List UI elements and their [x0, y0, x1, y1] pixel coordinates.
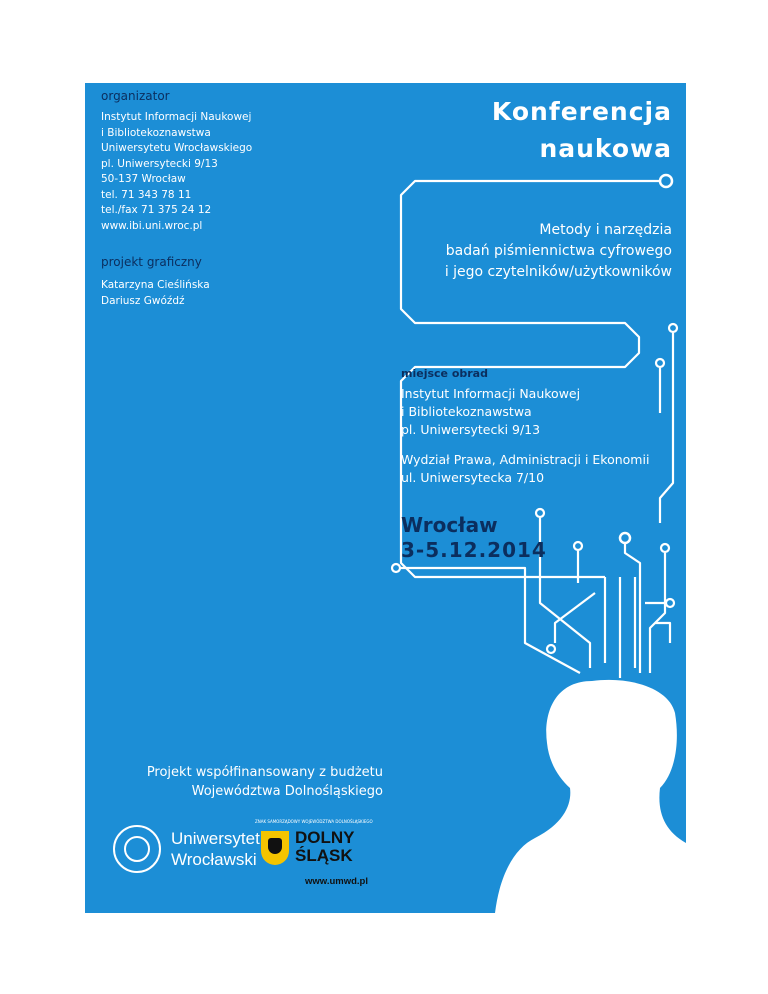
- venue-spacer: [401, 439, 649, 451]
- organizer-line: 50-137 Wrocław: [101, 173, 186, 185]
- organizer-heading: organizator: [101, 89, 170, 103]
- event-dates: 3-5.12.2014: [401, 538, 547, 562]
- organizer-line: tel. 71 343 78 11: [101, 188, 192, 201]
- organizer-line: pl. Uniwersytecki 9/13: [101, 157, 218, 170]
- venue-heading: miejsce obrad: [401, 367, 488, 380]
- conference-poster: [85, 83, 686, 913]
- funding-line: Województwa Dolnośląskiego: [191, 784, 383, 799]
- subtitle-line: Metody i narzędzia: [539, 222, 672, 238]
- venue-line: ul. Uniwersytecka 7/10: [401, 470, 545, 485]
- title-line-2: naukowa: [539, 134, 672, 163]
- design-heading: projekt graficzny: [101, 255, 202, 269]
- region-name: [295, 829, 355, 865]
- funding-note: [135, 763, 383, 801]
- subtitle-line: badań piśmiennictwa cyfrowego: [445, 243, 672, 259]
- region-caption: ZNAK SAMORZĄDOWY WOJEWÓDZTWA DOLNOŚLĄSKIEGO: [255, 819, 373, 824]
- university-name-line: Wrocławski: [171, 850, 257, 869]
- funding-line: Projekt współfinansowany z budżetu: [146, 765, 383, 780]
- organizer-details: [101, 110, 252, 234]
- designer-name: Katarzyna Cieślińska: [101, 279, 210, 291]
- organizer-line: tel./fax 71 375 24 12: [101, 204, 212, 216]
- subtitle-line: i jego czytelników/użytkowników: [444, 264, 672, 280]
- venue-line: Instytut Informacji Naukowej: [401, 386, 581, 401]
- venue-line: i Bibliotekoznawstwa: [401, 404, 532, 419]
- event-city: Wrocław: [401, 513, 498, 537]
- organizer-website: www.ibi.uni.wroc.pl: [101, 219, 203, 232]
- venue-details: [401, 385, 649, 487]
- university-seal-icon: [113, 825, 161, 873]
- region-name-line: ŚLĄSK: [295, 846, 353, 865]
- venue-line: pl. Uniwersytecki 9/13: [401, 422, 541, 437]
- university-name-line: Uniwersytet: [171, 829, 260, 848]
- organizer-line: Uniwersytetu Wrocławskiego: [101, 142, 253, 154]
- organizer-line: Instytut Informacji Naukowej: [101, 111, 252, 123]
- dolny-slask-logo: [255, 819, 391, 899]
- university-name: [171, 828, 260, 870]
- designer-name: Dariusz Gwóźdź: [101, 294, 185, 307]
- region-url: www.umwd.pl: [305, 876, 368, 887]
- organizer-line: i Bibliotekoznawstwa: [101, 126, 211, 139]
- eagle-shield-icon: [261, 831, 289, 865]
- region-name-line: DOLNY: [295, 828, 355, 847]
- title-line-1: Konferencja: [491, 97, 672, 126]
- design-credits: [101, 278, 210, 309]
- venue-line: Wydział Prawa, Administracji i Ekonomii: [401, 452, 650, 467]
- university-logo: [113, 825, 260, 873]
- conference-subtitle: [445, 220, 672, 283]
